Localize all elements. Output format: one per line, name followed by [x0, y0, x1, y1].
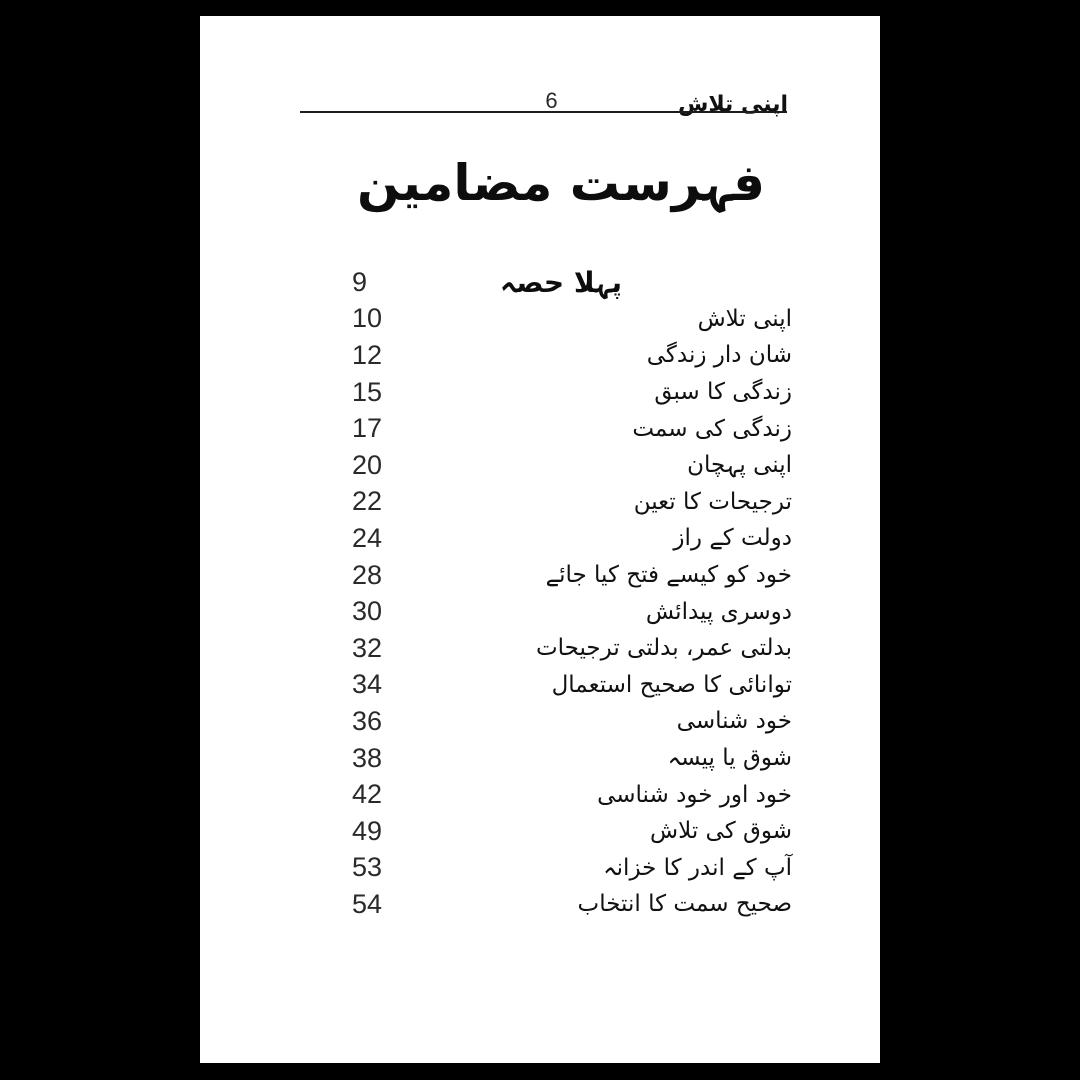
- toc-entry-title: دولت کے راز: [673, 525, 792, 552]
- section-page-number: 9: [352, 266, 368, 297]
- toc-entry-title: توانائی کا صحیح استعمال: [551, 671, 792, 698]
- toc-entry-title: شان دار زندگی: [646, 342, 792, 369]
- toc-entry-title: شوق کی تلاش: [650, 818, 792, 845]
- section-heading: پہلا حصہ: [499, 265, 623, 299]
- toc-entry-page-number: 32: [352, 632, 383, 663]
- toc-entry-page-number: 53: [352, 852, 383, 883]
- toc-entry-title: دوسری پیدائش: [645, 598, 792, 625]
- toc-entry-page-number: 28: [352, 559, 383, 590]
- toc-entry-row: [330, 630, 792, 667]
- toc-entry-row: [330, 776, 792, 813]
- toc-entry-row: [330, 374, 792, 411]
- toc-title: فہرست مضامین: [356, 154, 765, 212]
- toc-entry-title: آپ کے اندر کا خزانہ: [603, 854, 792, 881]
- toc-entry-row: [330, 484, 792, 521]
- book-page: [200, 16, 880, 1063]
- toc-entry-row: [330, 520, 792, 557]
- toc-entry-row: [330, 886, 792, 923]
- toc-entry-row: [330, 667, 792, 704]
- toc-entry-page-number: 20: [352, 449, 383, 480]
- toc-entry-title: خود اور خود شناسی: [597, 781, 792, 808]
- toc-entry-page-number: 36: [352, 705, 383, 736]
- toc-entry-title: اپنی پہچان: [687, 452, 792, 479]
- table-of-contents: [330, 264, 792, 923]
- running-header-book-title: اپنی تلاش: [677, 92, 788, 117]
- toc-entry-page-number: 38: [352, 742, 383, 773]
- toc-entry-page-number: 34: [352, 669, 383, 700]
- toc-entry-row: [330, 557, 792, 594]
- toc-entry-page-number: 30: [352, 596, 383, 627]
- toc-entry-title: صحیح سمت کا انتخاب: [577, 891, 792, 918]
- toc-entry-title: شوق یا پیسہ: [667, 745, 792, 772]
- toc-entry-page-number: 49: [352, 815, 383, 846]
- running-header-page-number: 6: [545, 88, 558, 113]
- toc-entry-row: [330, 337, 792, 374]
- toc-entry-row: [330, 447, 792, 484]
- toc-entry-row: [330, 813, 792, 850]
- toc-entry-page-number: 10: [352, 303, 383, 334]
- toc-entry-row: [330, 301, 792, 338]
- header-rule: [300, 111, 787, 113]
- toc-entry-title: اپنی تلاش: [697, 305, 792, 332]
- toc-entry-row: [330, 410, 792, 447]
- toc-entry-row: [330, 850, 792, 887]
- toc-entry-page-number: 17: [352, 413, 383, 444]
- toc-entry-title: زندگی کا سبق: [654, 379, 792, 406]
- toc-entry-page-number: 15: [352, 376, 383, 407]
- toc-entry-title: زندگی کی سمت: [632, 415, 792, 442]
- toc-entry-page-number: 12: [352, 339, 383, 370]
- toc-entry-title: خود کو کیسے فتح کیا جائے: [545, 562, 792, 589]
- toc-entry-page-number: 42: [352, 779, 383, 810]
- toc-entry-page-number: 24: [352, 522, 383, 553]
- toc-entry-title: خود شناسی: [676, 708, 792, 735]
- toc-section-row: [330, 264, 792, 301]
- toc-entry-row: [330, 740, 792, 777]
- toc-entry-row: [330, 703, 792, 740]
- toc-entry-page-number: 22: [352, 486, 383, 517]
- toc-entry-page-number: 54: [352, 888, 383, 919]
- toc-entry-row: [330, 593, 792, 630]
- toc-entry-title: ترجیحات کا تعین: [633, 488, 792, 515]
- toc-entry-title: بدلتی عمر، بدلتی ترجیحات: [535, 635, 792, 662]
